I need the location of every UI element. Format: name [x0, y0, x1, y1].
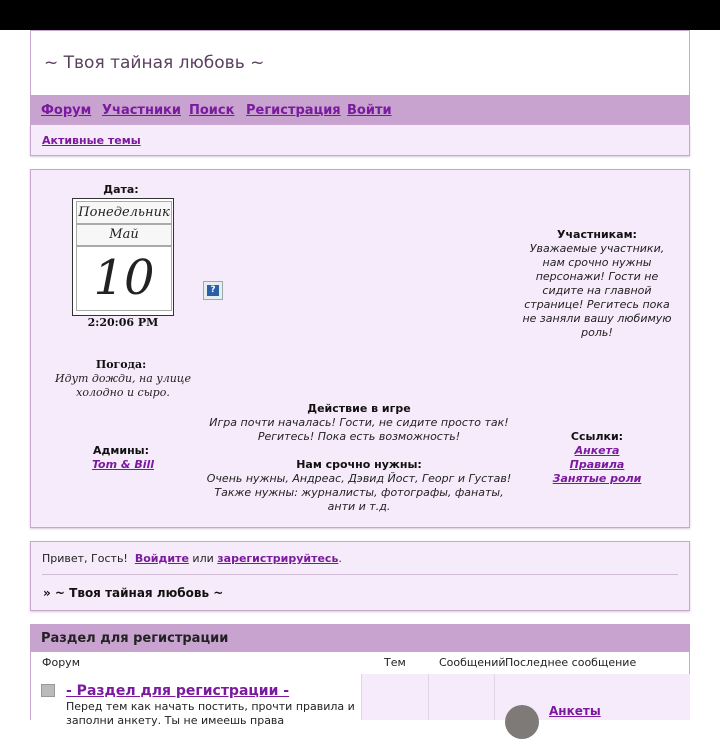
needed-label: Нам срочно нужны: — [296, 458, 422, 471]
nav-register[interactable]: Регистрация — [246, 103, 341, 118]
last-post-link[interactable]: Анкеты — [549, 704, 601, 718]
breadcrumb: » ~ Твоя тайная любовь ~ — [43, 586, 224, 600]
login-link[interactable]: Войдите — [134, 552, 189, 565]
section-title: Раздел для регистрации — [41, 631, 229, 646]
welcome-line — [42, 552, 342, 565]
members-line-3: персонажи! Гости не — [535, 270, 659, 283]
main-nav — [30, 95, 690, 125]
col-last-post: Последнее сообщение — [505, 656, 637, 669]
members-line-7: роль! — [581, 326, 613, 339]
active-topics-link[interactable]: Активные темы — [42, 134, 141, 147]
question-icon: ? — [207, 285, 219, 296]
links-label: Ссылки: — [570, 430, 624, 443]
calendar-widget — [72, 198, 174, 316]
help-button[interactable] — [203, 281, 223, 300]
column-headers — [30, 652, 690, 674]
members-label: Участникам: — [557, 228, 637, 241]
weather-label: Погода: — [95, 358, 147, 371]
members-line-5: странице! Регитесь пока — [524, 298, 670, 311]
forum-link[interactable]: - Раздел для регистрации - — [66, 683, 290, 699]
clock-time: 2:20:06 PM — [87, 316, 159, 329]
welcome-panel — [30, 541, 690, 611]
nav-login[interactable]: Войти — [347, 103, 392, 118]
register-link[interactable]: зарегистрируйтесь — [217, 552, 339, 565]
admins-link[interactable]: Tom & Bill — [91, 458, 155, 471]
forum-description: Перед тем как начать постить, прочти правила и заполни анкету. Ты не имеешь права — [66, 700, 355, 727]
action-line-1: Игра почти началась! Гости, не сидите просто так! — [209, 416, 509, 429]
action-label: Действие в игре — [307, 402, 411, 415]
site-header — [30, 30, 690, 95]
greeting-text: Привет, Гость! — [42, 552, 128, 565]
table-row — [30, 674, 690, 727]
col-topics: Тем — [384, 656, 406, 669]
calendar-day: 10 — [76, 246, 172, 311]
posts-cell — [428, 674, 494, 720]
link-taken-roles[interactable]: Занятые роли — [552, 472, 642, 485]
section-header — [30, 624, 690, 652]
col-posts: Сообщений — [439, 656, 506, 669]
needed-line-3: анти и т.д. — [327, 500, 391, 513]
members-line-6: не заняли вашу любимую — [522, 312, 672, 325]
col-forum: Форум — [42, 656, 80, 669]
calendar-month: Май — [76, 224, 172, 246]
date-label: Дата: — [103, 183, 139, 196]
site-title: ~ Твоя тайная любовь ~ — [44, 53, 265, 73]
link-rules[interactable]: Правила — [569, 458, 625, 471]
nav-members[interactable]: Участники — [102, 103, 181, 118]
link-anketa[interactable]: Анкета — [574, 444, 620, 457]
calendar-weekday: Понедельник — [76, 201, 172, 224]
forum-status-icon — [41, 684, 55, 697]
members-line-1: Уважаемые участники, — [529, 242, 665, 255]
period-text: . — [338, 552, 342, 565]
action-line-2: Регитесь! Пока есть возможность! — [257, 430, 461, 443]
members-line-2: нам срочно нужны — [542, 256, 652, 269]
admins-label: Админы: — [92, 444, 150, 457]
needed-line-1: Очень нужны, Андреас, Дэвид Йост, Георг и Густав! — [206, 472, 512, 485]
needed-line-2: Также нужны: журналисты, фотографы, фанаты, — [214, 486, 504, 499]
or-text: или — [192, 552, 214, 565]
topics-cell — [361, 674, 428, 720]
nav-search[interactable]: Поиск — [189, 103, 235, 118]
weather-line-2: холодно и сыро. — [76, 386, 170, 399]
members-line-4: сидите на главной — [542, 284, 652, 297]
nav-forum[interactable]: Форум — [41, 103, 92, 118]
divider — [42, 574, 678, 575]
sub-nav — [30, 125, 690, 156]
browser-top-bar — [0, 0, 720, 30]
weather-line-1: Идут дожди, на улице — [55, 372, 191, 385]
avatar — [505, 705, 539, 739]
